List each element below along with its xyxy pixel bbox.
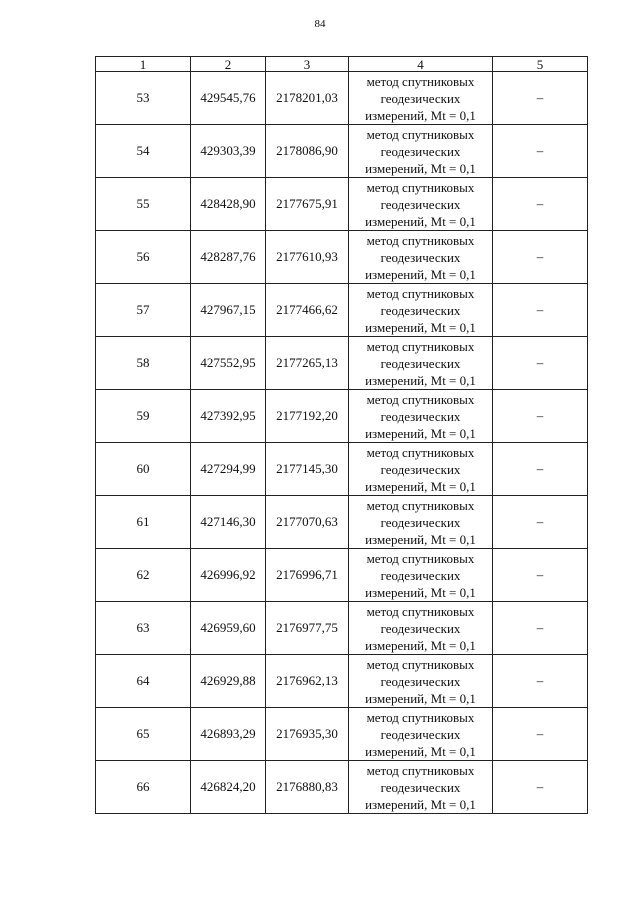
point-number-cell: 58 [96, 337, 191, 390]
table-row [96, 284, 588, 337]
table-row [96, 72, 588, 125]
y-coordinate-cell: 2177466,62 [266, 284, 349, 337]
description-cell: – [493, 125, 588, 178]
method-cell [349, 337, 493, 390]
method-line: измерений, Mt = 0,1 [365, 690, 476, 706]
y-coordinate-cell: 2176880,83 [266, 761, 349, 814]
table-row [96, 549, 588, 602]
coordinates-table [95, 56, 588, 814]
method-cell [349, 390, 493, 443]
header-row [96, 57, 588, 72]
method-line: измерений, Mt = 0,1 [365, 637, 476, 653]
y-coordinate-cell: 2178201,03 [266, 72, 349, 125]
x-coordinate-cell: 426996,92 [191, 549, 266, 602]
point-number-cell: 62 [96, 549, 191, 602]
method-line: геодезических [380, 408, 461, 424]
x-coordinate-cell: 427146,30 [191, 496, 266, 549]
method-line: метод спутниковых [366, 709, 475, 725]
y-coordinate-cell: 2177610,93 [266, 231, 349, 284]
y-coordinate-cell: 2177192,20 [266, 390, 349, 443]
table-row [96, 443, 588, 496]
point-number-cell: 61 [96, 496, 191, 549]
method-line: измерений, Mt = 0,1 [365, 531, 476, 547]
method-cell [349, 125, 493, 178]
table-row [96, 390, 588, 443]
method-line: метод спутниковых [366, 391, 475, 407]
description-cell: – [493, 284, 588, 337]
method-cell [349, 496, 493, 549]
method-line: геодезических [380, 726, 461, 742]
header-col-5: 5 [493, 57, 588, 72]
x-coordinate-cell: 427967,15 [191, 284, 266, 337]
description-cell: – [493, 178, 588, 231]
x-coordinate-cell: 426959,60 [191, 602, 266, 655]
table-row [96, 125, 588, 178]
table-row [96, 655, 588, 708]
method-line: измерений, Mt = 0,1 [365, 743, 476, 759]
description-cell: – [493, 390, 588, 443]
point-number-cell: 57 [96, 284, 191, 337]
method-line: метод спутниковых [366, 550, 475, 566]
method-line: метод спутниковых [366, 126, 475, 142]
method-line: измерений, Mt = 0,1 [365, 584, 476, 600]
method-line: геодезических [380, 779, 461, 795]
method-line: метод спутниковых [366, 762, 475, 778]
method-line: геодезических [380, 302, 461, 318]
header-col-1: 1 [96, 57, 191, 72]
method-line: метод спутниковых [366, 179, 475, 195]
method-line: измерений, Mt = 0,1 [365, 796, 476, 812]
method-cell [349, 284, 493, 337]
table-row [96, 496, 588, 549]
table-row [96, 708, 588, 761]
y-coordinate-cell: 2177070,63 [266, 496, 349, 549]
table-row [96, 337, 588, 390]
x-coordinate-cell: 426893,29 [191, 708, 266, 761]
method-line: метод спутниковых [366, 497, 475, 513]
method-line: измерений, Mt = 0,1 [365, 266, 476, 282]
method-line: метод спутниковых [366, 444, 475, 460]
method-cell [349, 708, 493, 761]
y-coordinate-cell: 2176962,13 [266, 655, 349, 708]
y-coordinate-cell: 2177675,91 [266, 178, 349, 231]
point-number-cell: 54 [96, 125, 191, 178]
description-cell: – [493, 337, 588, 390]
y-coordinate-cell: 2176935,30 [266, 708, 349, 761]
description-cell: – [493, 72, 588, 125]
method-cell [349, 655, 493, 708]
method-cell [349, 231, 493, 284]
method-cell [349, 178, 493, 231]
x-coordinate-cell: 428428,90 [191, 178, 266, 231]
table-row [96, 602, 588, 655]
method-cell [349, 602, 493, 655]
method-line: геодезических [380, 567, 461, 583]
method-line: метод спутниковых [366, 656, 475, 672]
method-line: измерений, Mt = 0,1 [365, 372, 476, 388]
method-line: геодезических [380, 673, 461, 689]
point-number-cell: 55 [96, 178, 191, 231]
point-number-cell: 64 [96, 655, 191, 708]
description-cell: – [493, 231, 588, 284]
method-cell [349, 443, 493, 496]
header-col-4: 4 [349, 57, 493, 72]
method-line: метод спутниковых [366, 285, 475, 301]
point-number-cell: 63 [96, 602, 191, 655]
method-line: измерений, Mt = 0,1 [365, 478, 476, 494]
method-line: метод спутниковых [366, 232, 475, 248]
method-line: геодезических [380, 355, 461, 371]
method-line: геодезических [380, 196, 461, 212]
point-number-cell: 60 [96, 443, 191, 496]
description-cell: – [493, 655, 588, 708]
y-coordinate-cell: 2176996,71 [266, 549, 349, 602]
description-cell: – [493, 549, 588, 602]
method-line: измерений, Mt = 0,1 [365, 425, 476, 441]
table-row [96, 761, 588, 814]
method-line: метод спутниковых [366, 73, 475, 89]
method-line: измерений, Mt = 0,1 [365, 319, 476, 335]
description-cell: – [493, 708, 588, 761]
y-coordinate-cell: 2176977,75 [266, 602, 349, 655]
method-line: геодезических [380, 461, 461, 477]
method-line: измерений, Mt = 0,1 [365, 107, 476, 123]
header-col-3: 3 [266, 57, 349, 72]
point-number-cell: 59 [96, 390, 191, 443]
x-coordinate-cell: 429545,76 [191, 72, 266, 125]
method-line: метод спутниковых [366, 338, 475, 354]
table-row [96, 231, 588, 284]
point-number-cell: 56 [96, 231, 191, 284]
method-cell [349, 72, 493, 125]
x-coordinate-cell: 426824,20 [191, 761, 266, 814]
method-cell [349, 761, 493, 814]
method-cell [349, 549, 493, 602]
description-cell: – [493, 443, 588, 496]
method-line: геодезических [380, 620, 461, 636]
method-line: геодезических [380, 249, 461, 265]
header-col-2: 2 [191, 57, 266, 72]
point-number-cell: 66 [96, 761, 191, 814]
x-coordinate-cell: 427294,99 [191, 443, 266, 496]
description-cell: – [493, 761, 588, 814]
method-line: измерений, Mt = 0,1 [365, 160, 476, 176]
method-line: геодезических [380, 143, 461, 159]
x-coordinate-cell: 427552,95 [191, 337, 266, 390]
page-number: 84 [314, 18, 326, 30]
table-row [96, 178, 588, 231]
description-cell: – [493, 496, 588, 549]
description-cell: – [493, 602, 588, 655]
y-coordinate-cell: 2178086,90 [266, 125, 349, 178]
y-coordinate-cell: 2177145,30 [266, 443, 349, 496]
y-coordinate-cell: 2177265,13 [266, 337, 349, 390]
method-line: измерений, Mt = 0,1 [365, 213, 476, 229]
point-number-cell: 65 [96, 708, 191, 761]
x-coordinate-cell: 429303,39 [191, 125, 266, 178]
x-coordinate-cell: 426929,88 [191, 655, 266, 708]
x-coordinate-cell: 427392,95 [191, 390, 266, 443]
x-coordinate-cell: 428287,76 [191, 231, 266, 284]
method-line: геодезических [380, 514, 461, 530]
point-number-cell: 53 [96, 72, 191, 125]
method-line: геодезических [380, 90, 461, 106]
method-line: метод спутниковых [366, 603, 475, 619]
